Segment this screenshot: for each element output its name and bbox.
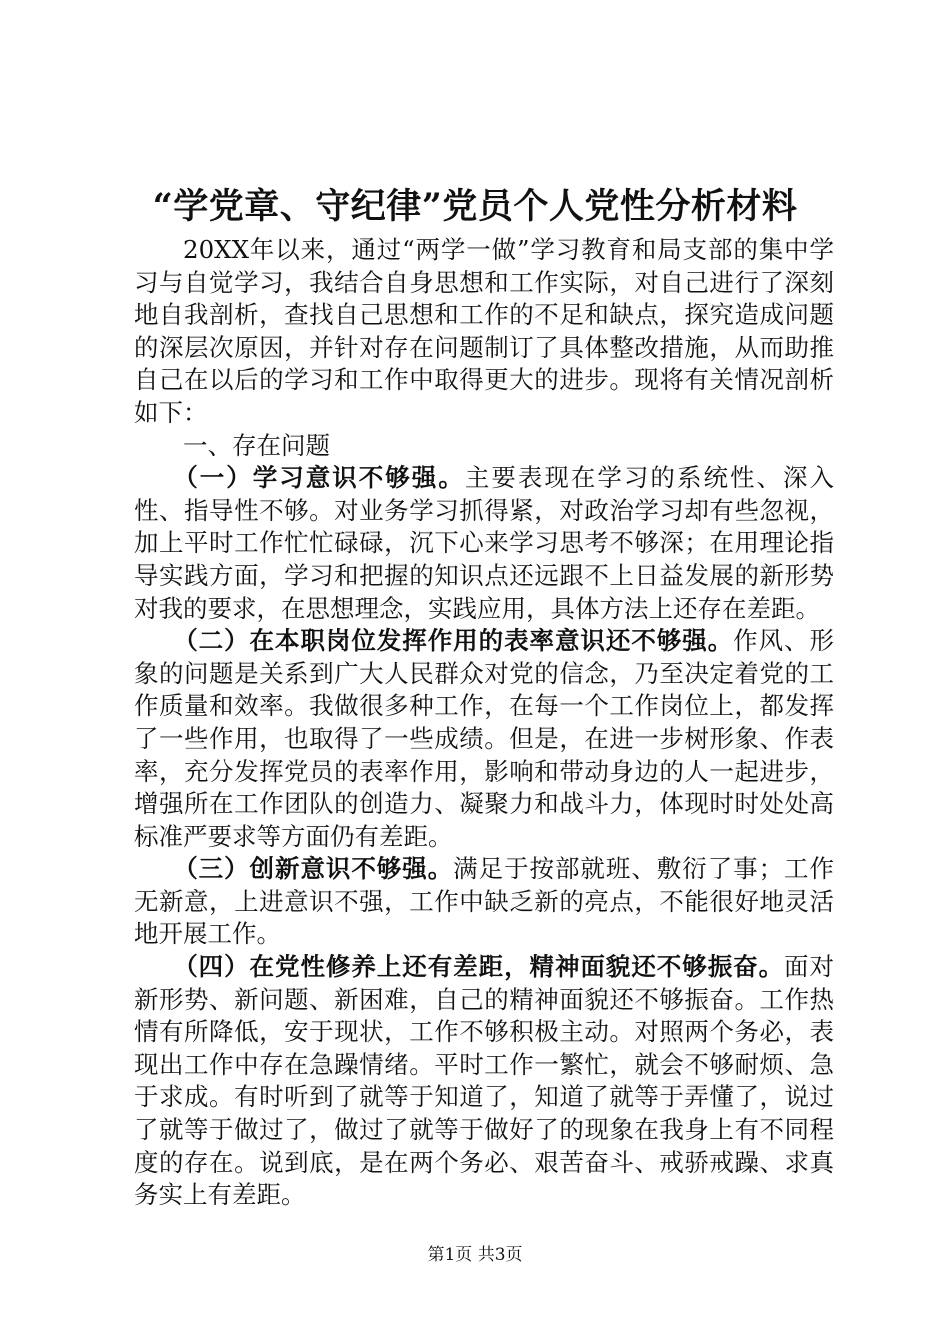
problem-paragraph-1 [134,462,834,625]
problem-paragraph-4 [134,951,834,1212]
problem-text-1: 主要表现在学习的系统性、深入性、指导性不够。对业务学习抓得紧，对政治学习却有些忽视，加上平时工作忙忙碌碌，沉下心来学习思考不够深；在用理论指导实践方面，学习和把握的知识点还远跟不上日益发展的新形势对我的要求，在思想理念，实践应用，具体方法上还存在差距。 [134,463,835,623]
document-body [134,234,834,1212]
problem-text-2: 作风、形象的问题是关系到广大人民群众对党的信念，乃至决定着党的工作质量和效率。我做很多种工作，在每一个工作岗位上，都发挥了一些作用，也取得了一些成绩。但是，在进一步树形象、作表率，充分发挥党员的表率作用，影响和带动身边的人一起进步，增强所在工作团队的创造力、凝聚力和战斗力，体现时时处处高标准严要求等方面仍有差距。 [134,626,834,851]
problem-lead-3: （三）创新意识不够强。 [173,854,454,884]
document-title: “学党章、守纪律”党员个人党性分析材料 [152,186,798,227]
problem-lead-4: （四）在党性修养上还有差距，精神面貌还不够振奋。 [173,952,785,982]
problem-lead-2: （二）在本职岗位发挥作用的表率意识还不够强。 [173,626,734,656]
problem-paragraph-2 [134,625,834,853]
problem-text-3: 满足于按部就班、敷衍了事；工作无新意，上进意识不强，工作中缺乏新的亮点，不能很好地灵活地开展工作。 [134,854,835,949]
page-number-footer: 第1页 共3页 [427,1245,523,1265]
intro-paragraph: 20XX年以来，通过“两学一做”学习教育和局支部的集中学习与自觉学习，我结合自身思想和工作实际，对自己进行了深刻地自我剖析，查找自己思想和工作的不足和缺点，探究造成问题的深层次原因，并针对存在问题制订了具体整改措施，从而助推自己在以后的学习和工作中取得更大的进步。现将有关情况剖析如下： [134,235,834,427]
problem-paragraph-3 [134,853,834,951]
problem-text-4: 面对新形势、新问题、新困难，自己的精神面貌还不够振奋。工作热情有所降低，安于现状，工作不够积极主动。对照两个务必，表现出工作中存在急躁情绪。平时工作一繁忙，就会不够耐烦、急于求成。有时听到了就等于知道了，知道了就等于弄懂了，说过了就等于做过了，做过了就等于做好了的现象在我身上有不同程度的存在。说到底，是在两个务必、艰苦奋斗、戒骄戒躁、求真务实上有差距。 [134,952,834,1210]
problem-lead-1: （一）学习意识不够强。 [173,463,465,493]
section-heading: 一、存在问题 [183,430,330,460]
